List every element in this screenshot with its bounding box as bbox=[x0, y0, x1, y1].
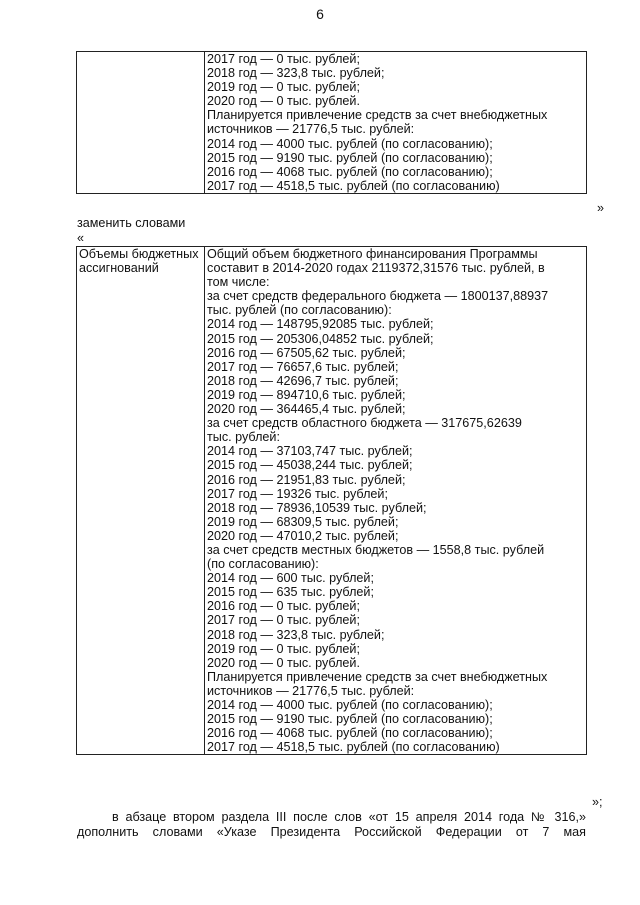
table-line: 2017 год — 0 тыс. рублей; bbox=[207, 613, 360, 628]
table-line: источников — 21776,5 тыс. рублей: bbox=[207, 683, 415, 698]
table-line: 2014 год — 600 тыс. рублей; bbox=[207, 571, 374, 586]
table-line: 2015 год — 45038,244 тыс. рублей; bbox=[207, 458, 413, 473]
table-line: 2014 год — 148795,92085 тыс. рублей; bbox=[207, 317, 434, 332]
table-line: 2018 год — 323,8 тыс. рублей; bbox=[207, 66, 385, 81]
top-table-left-cell bbox=[77, 52, 205, 194]
table-line: 2020 год — 47010,2 тыс. рублей; bbox=[207, 528, 399, 543]
opening-quote: « bbox=[77, 231, 85, 245]
table-line: 2019 год — 68309,5 тыс. рублей; bbox=[207, 514, 399, 529]
top-table-right-cell bbox=[205, 52, 587, 194]
table-line: 2017 год — 4518,5 тыс. рублей (по согласованию) bbox=[207, 178, 500, 193]
table-line: тыс. рублей (по согласованию): bbox=[207, 303, 392, 318]
table-line: Общий объем бюджетного финансирования Программы bbox=[207, 247, 538, 261]
table-line: 2016 год — 4068 тыс. рублей (по согласованию); bbox=[207, 164, 493, 179]
table-line: 2020 год — 364465,4 тыс. рублей; bbox=[207, 402, 406, 417]
table-line: (по согласованию): bbox=[207, 557, 319, 572]
left-cell-line: ассигнований bbox=[79, 261, 159, 276]
paragraph-line-1: в абзаце втором раздела III после слов «от 15 апреля 2014 года № 316,» bbox=[112, 810, 586, 824]
table-line: Планируется привлечение средств за счет внебюджетных bbox=[207, 669, 548, 684]
table-line: 2016 год — 4068 тыс. рублей (по согласованию); bbox=[207, 726, 493, 741]
table-line: 2016 год — 67505,62 тыс. рублей; bbox=[207, 345, 406, 360]
paragraph-line-2: дополнить словами «Указе Президента Российской Федерации от 7 мая bbox=[77, 825, 586, 839]
table-line: 2019 год — 894710,6 тыс. рублей; bbox=[207, 387, 406, 402]
table-line: 2017 год — 0 тыс. рублей; bbox=[207, 52, 360, 66]
table-line: 2020 год — 0 тыс. рублей. bbox=[207, 655, 360, 670]
table-line: за счет средств местных бюджетов — 1558,8 тыс. рублей bbox=[207, 542, 545, 557]
table-line: 2017 год — 4518,5 тыс. рублей (по согласованию) bbox=[207, 740, 500, 755]
main-table-left-cell bbox=[77, 247, 205, 755]
left-cell-line: Объемы бюджетных bbox=[79, 247, 199, 261]
table-line: 2016 год — 0 тыс. рублей; bbox=[207, 599, 360, 614]
table-line: 2017 год — 76657,6 тыс. рублей; bbox=[207, 359, 399, 374]
table-line: 2014 год — 37103,747 тыс. рублей; bbox=[207, 444, 413, 459]
table-line: Планируется привлечение средств за счет внебюджетных bbox=[207, 108, 548, 123]
table-line: 2015 год — 205306,04852 тыс. рублей; bbox=[207, 331, 434, 346]
table-line: 2018 год — 78936,10539 тыс. рублей; bbox=[207, 500, 427, 515]
table-line: 2014 год — 4000 тыс. рублей (по согласованию); bbox=[207, 136, 493, 151]
table-line: составит в 2014-2020 годах 2119372,31576 тыс. рублей, в bbox=[207, 261, 545, 276]
top-table bbox=[76, 51, 587, 194]
table-line: 2015 год — 9190 тыс. рублей (по согласованию); bbox=[207, 712, 493, 727]
closing-quote-1: » bbox=[597, 201, 605, 215]
table-line: источников — 21776,5 тыс. рублей: bbox=[207, 122, 415, 137]
table-line: 2016 год — 21951,83 тыс. рублей; bbox=[207, 472, 406, 487]
table-line: 2018 год — 42696,7 тыс. рублей; bbox=[207, 373, 399, 388]
table-line: тыс. рублей: bbox=[207, 430, 280, 445]
main-table-right-cell bbox=[205, 247, 587, 755]
table-line: 2017 год — 19326 тыс. рублей; bbox=[207, 486, 388, 501]
replace-words-text: заменить словами bbox=[77, 216, 186, 230]
table-line: 2020 год — 0 тыс. рублей. bbox=[207, 94, 360, 109]
table-line: 2018 год — 323,8 тыс. рублей; bbox=[207, 627, 385, 642]
main-table bbox=[76, 246, 587, 755]
main-table-rows bbox=[205, 247, 586, 754]
table-line: 2014 год — 4000 тыс. рублей (по согласованию); bbox=[207, 698, 493, 712]
table-line: за счет средств областного бюджета — 317675,62639 bbox=[207, 416, 522, 431]
table-line: том числе: bbox=[207, 275, 270, 290]
table-line: 2015 год — 635 тыс. рублей; bbox=[207, 585, 374, 600]
table-line: за счет средств федерального бюджета — 1800137,88937 bbox=[207, 289, 549, 304]
table-line: 2019 год — 0 тыс. рублей; bbox=[207, 641, 360, 656]
table-line: 2019 год — 0 тыс. рублей; bbox=[207, 80, 360, 95]
page-number: 6 bbox=[316, 6, 324, 22]
closing-quote-2: »; bbox=[592, 795, 603, 809]
table-line: 2015 год — 9190 тыс. рублей (по согласованию); bbox=[207, 150, 493, 165]
top-table-rows bbox=[205, 52, 586, 193]
